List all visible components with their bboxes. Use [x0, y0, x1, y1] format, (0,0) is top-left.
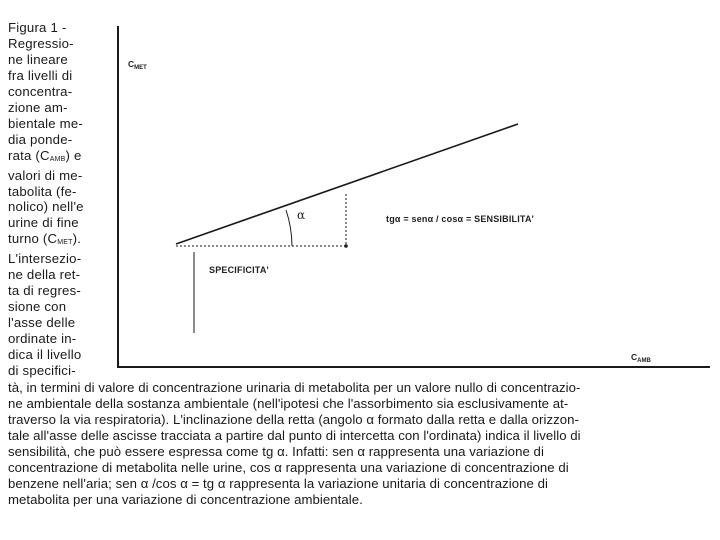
- caption-line: ordinate in-: [8, 331, 77, 347]
- caption-line: concentra-: [8, 83, 73, 99]
- caption-line: L'intersezio-: [8, 251, 82, 267]
- caption-line: l'asse delle: [8, 315, 76, 331]
- y-axis-label: $C_{MET}$: [128, 59, 147, 71]
- caption-text: ) e: [65, 147, 82, 163]
- caption-line: zione am-: [8, 99, 68, 115]
- body-line: concentrazione di metabolita nelle urine, cos α rappresenta una variazione di concentrazione di: [8, 459, 569, 475]
- body-line: sensibilità, che può essere espressa come tg α. Infatti: sen α rappresenta una variazione di: [8, 443, 544, 459]
- caption-line: valori di me-: [8, 167, 83, 183]
- caption-line: ne lineare: [8, 51, 68, 67]
- caption-text: rata (C: [8, 147, 50, 163]
- angle-arc: [286, 210, 292, 246]
- caption-text: ).: [72, 231, 82, 247]
- sensitivity-formula: tgα = senα / cosα = SENSIBILITA': [386, 214, 535, 224]
- caption-line: nolico) nell'e: [8, 199, 84, 215]
- caption-line: di specifici-: [8, 363, 76, 379]
- regression-diagram: [119, 26, 712, 368]
- body-line: ne ambientale della sostanza ambientale (nell'ipotesi che l'assorbimento sia esclusivamente at-: [8, 395, 569, 411]
- caption-line: ne della ret-: [8, 267, 81, 283]
- caption-line: [8, 231, 112, 251]
- caption-line: tabolita (fe-: [8, 183, 77, 199]
- figure-caption: [8, 20, 112, 379]
- body-line: tà, in termini di valore di concentrazione urinaria di metabolita per un valore nullo di concentrazio-: [8, 380, 581, 395]
- body-line: traverso la via respiratoria). L'inclinazione della retta (angolo α formato dalla retta e dalla orizzon-: [8, 411, 579, 427]
- caption-line: ta di regres-: [8, 283, 81, 299]
- body-paragraph: [8, 380, 714, 508]
- caption-text: turno (C: [8, 231, 58, 247]
- regression-line: [176, 124, 518, 244]
- caption-subscript: AMB: [49, 155, 66, 163]
- reference-point: [344, 244, 348, 248]
- specificity-label: SPECIFICITA': [209, 265, 269, 275]
- caption-line: urine di fine: [8, 215, 79, 231]
- caption-line: Figura 1 -: [8, 20, 67, 35]
- caption-line: [8, 148, 112, 168]
- caption-line: dia ponde-: [8, 131, 73, 147]
- caption-line: dica il livello: [8, 347, 82, 363]
- figure-frame: [117, 26, 710, 368]
- body-line: benzene nell'aria; sen α /cos α = tg α rappresenta la variazione unitaria di concentrazione di: [8, 475, 548, 491]
- caption-subscript: MET: [57, 239, 73, 247]
- x-axis-label: $C_{AMB}$: [631, 352, 651, 364]
- angle-alpha-label: α: [297, 208, 306, 222]
- caption-line: Regressio-: [8, 35, 74, 51]
- caption-line: bientale me-: [8, 115, 83, 131]
- caption-line: sione con: [8, 299, 67, 315]
- body-line: metabolita per una variazione di concentrazione ambientale.: [8, 491, 363, 507]
- caption-line: fra livelli di: [8, 67, 73, 83]
- body-line: tale all'asse delle ascisse tracciata a partire dal punto di intercetta con l'ordinata) indica il livello di: [8, 427, 581, 443]
